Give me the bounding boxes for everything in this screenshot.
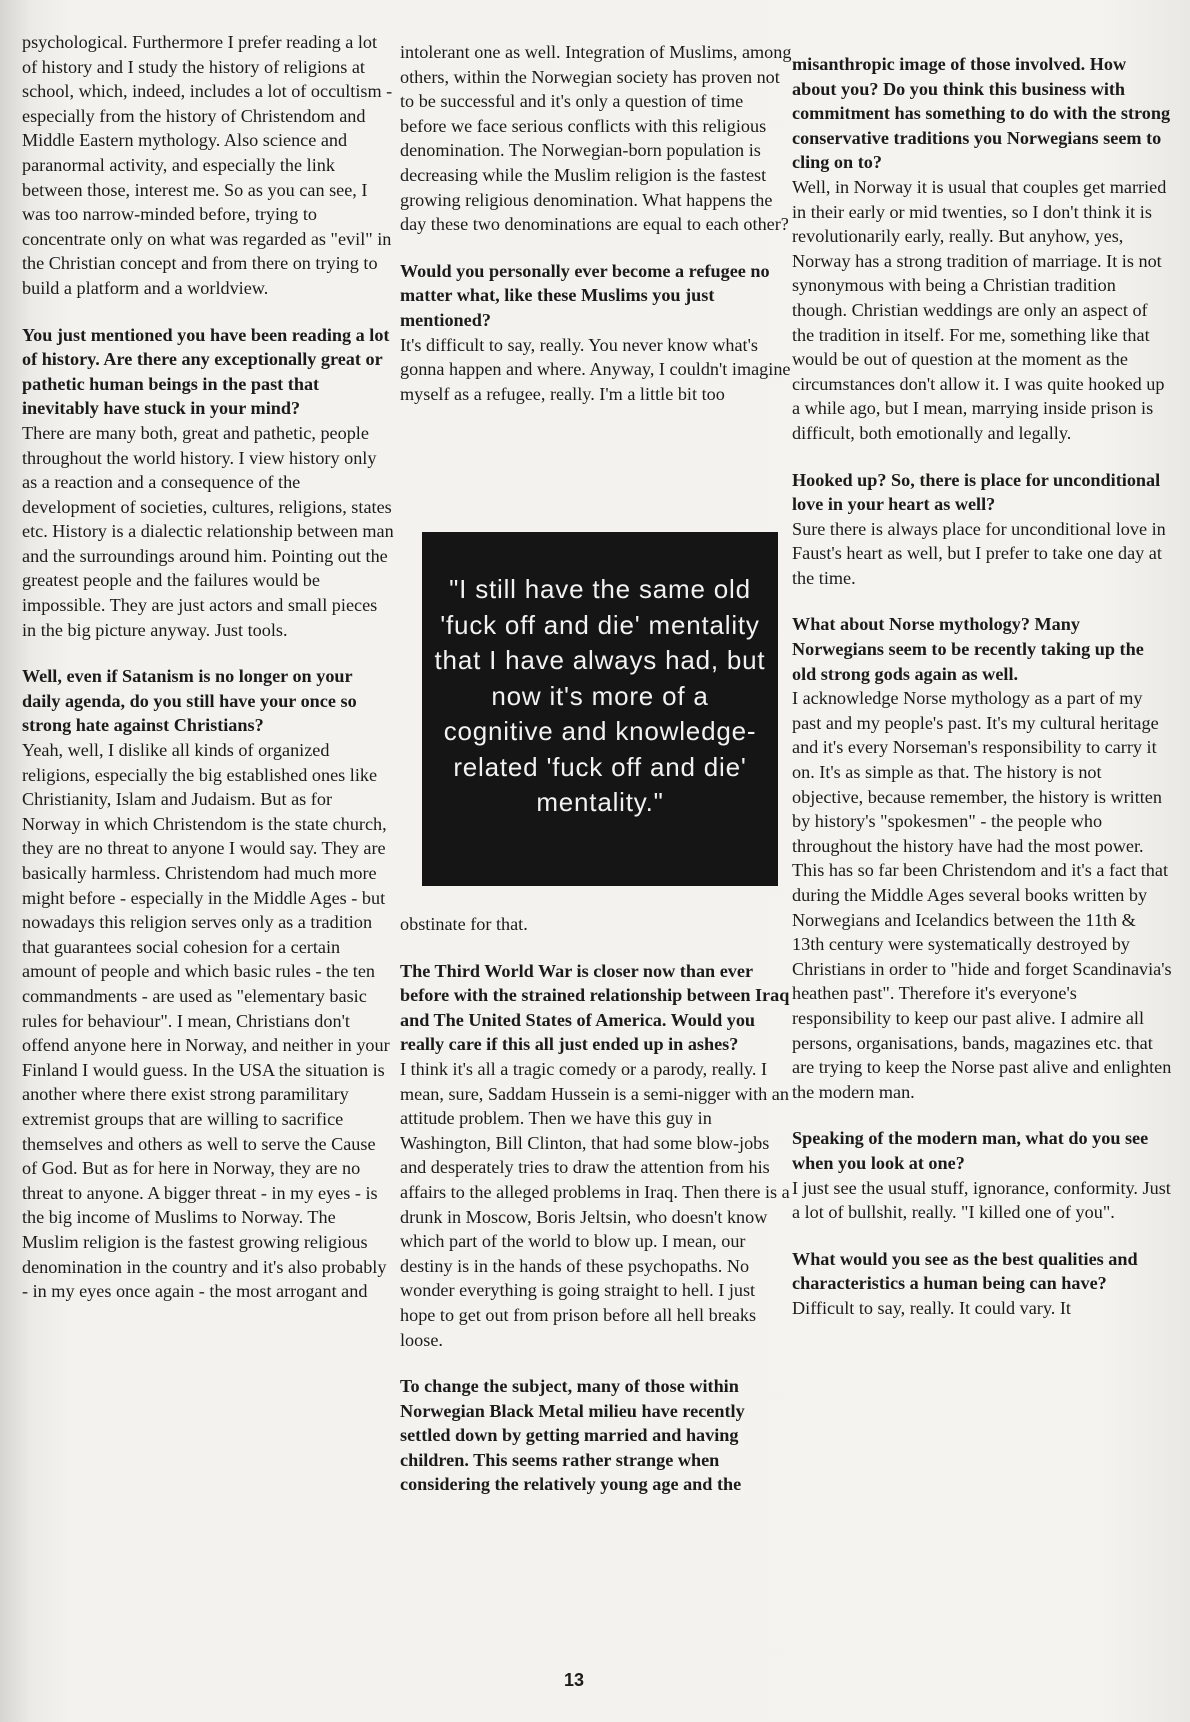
column-middle-bottom [400, 912, 792, 1519]
answer: Difficult to say, really. It could vary. It [792, 1297, 1071, 1318]
qa-block [400, 959, 792, 1353]
question: What about Norse mythology? Many Norwegians seem to be recently taking up the old strong gods again as well. [792, 614, 1144, 684]
question: What would you see as the best qualities and characteristics a human being can have? [792, 1248, 1138, 1294]
answer: I acknowledge Norse mythology as a part of my past and my people's past. It's my cultural heritage and it's every Norseman's responsibility to carry it on. It's as simple as that. The history is not objective, because remember, the history is written by history's "spokesmen" - the people who throughout the history have had the most power. This has so far been Christendom and it's a fact that during the Middle Ages several books written by Norwegians and Icelandics between the 11th & 13th century were systematically destroyed by Christians in order to "hide and forget Scandinavia's heathen past". Therefore it's everyone's responsibility to keep our past alive. I admire all persons, organisations, bands, magazines etc. that are trying to keep the Norse past alive and enlighten the modern man. [792, 688, 1172, 1102]
column-right [792, 52, 1172, 1343]
qa-block [400, 1374, 792, 1497]
answer: Yeah, well, I dislike all kinds of organized religions, especially the big established ones like Christianity, Islam and Judaism. But as for Norway in which Christendom is the state church, they are no threat to anyone I would say. They are basically harmless. Christendom had much more might before - especially in the Middle Ages - but nowadays this religion serves only as a tradition that guarantees social cohesion for a certain amount of people and which basic rules - the ten commandments - are used as "elementary basic rules for behaviour". I mean, Christians don't offend anyone here in Norway, and neither in your Finland I would guess. In the USA the situation is another where there exist strong paramilitary extremist groups that are willing to sacrifice themselves and others as well to serve the Cause of God. But as for here in Norway, they are no threat to anyone. A bigger threat - in my eyes - is the big income of Muslims to Norway. The Muslim religion is the fastest growing religious denomination in the country and it's also probably - in my eyes once again - the most arrogant and [22, 740, 390, 1302]
qa-block [22, 323, 394, 643]
qa-block [792, 468, 1172, 591]
answer: It's difficult to say, really. You never know what's gonna happen and where. Anyway, I couldn't imagine myself as a refugee, really. I'm a little bit too [400, 334, 791, 404]
answer: There are many both, great and pathetic, people throughout the world history. I view history only as a reaction and a consequence of the development of societies, cultures, religions, states etc. History is a dialectic relationship between man and the surroundings around him. Pointing out the greatest people and the failures would be impossible. They are just actors and small pieces in the big picture anyway. Just tools. [22, 422, 394, 640]
qa-block [792, 52, 1172, 446]
question: misanthropic image of those involved. How about you? Do you think this business with commitment has something to do with the strong conservative traditions you Norwegians seem to cling on to? [792, 54, 1171, 173]
paragraph: psychological. Furthermore I prefer reading a lot of history and I study the history of religions at school, which, indeed, includes a lot of occultism - especially from the history of Christendom and Middle Eastern mythology. Also science and paranormal activity, and especially the link between those, interest me. So as you can see, I was too narrow-minded before, trying to concentrate only on what was regarded as "evil" in the Christian concept and from there on trying to build a platform and a worldview. [22, 32, 393, 298]
qa-block [792, 1247, 1172, 1321]
column-middle-top [400, 40, 792, 428]
answer: Well, in Norway it is usual that couples get married in their early or mid twenties, so I don't think it is revolutionarily early, really. But anyhow, yes, Norway has a strong tradition of marriage. It is not synonymous with being a Christian tradition though. Christian weddings are only an aspect of the tradition in itself. For me, something like that would be out of question at the moment as the circumstances don't allow it. I was quite hooked up a while ago, but I mean, marrying inside prison is difficult, both emotionally and legally. [792, 176, 1167, 443]
answer: I think it's all a tragic comedy or a parody, really. I mean, sure, Saddam Hussein is a semi-nigger with an attitude problem. Then we have this guy in Washington, Bill Clinton, that had some blow-jobs and desperately tries to draw the attention from his affairs to the alleged problems in Iraq. Then there is a drunk in Moscow, Boris Jeltsin, who doesn't know which part of the world to blow up. I mean, our destiny is in the hands of these psychopaths. No wonder everything is going straight to hell. I just hope to get out from prison before all hell breaks loose. [400, 1058, 790, 1350]
question: Would you personally ever become a refugee no matter what, like these Muslims you just mentioned? [400, 260, 770, 330]
qa-block [22, 664, 394, 1303]
pull-quote: "I still have the same old 'fuck off and die' mentality that I have always had, but now it's more of a cognitive and knowledge-related 'fuck off and die' mentality." [422, 532, 778, 886]
page-number: 13 [563, 1670, 585, 1690]
qa-block [400, 259, 792, 407]
question: To change the subject, many of those within Norwegian Black Metal milieu have recently settled down by getting married and having children. This seems rather strange when considering the relatively young age and the [400, 1376, 745, 1495]
question: You just mentioned you have been reading a lot of history. Are there any exceptionally great or pathetic human beings in the past that inevitably have stuck in your mind? [22, 324, 390, 419]
qa-block [792, 612, 1172, 1104]
paragraph: obstinate for that. [400, 914, 528, 934]
column-left [22, 30, 394, 1326]
answer: Sure there is always place for unconditional love in Faust's heart as well, but I prefer to take one day at the time. [792, 518, 1166, 588]
question: Well, even if Satanism is no longer on your daily agenda, do you still have your once so strong hate against Christians? [22, 666, 357, 736]
question: Hooked up? So, there is place for unconditional love in your heart as well? [792, 469, 1161, 515]
answer: I just see the usual stuff, ignorance, conformity. Just a lot of bullshit, really. "I killed one of you". [792, 1177, 1171, 1223]
question: Speaking of the modern man, what do you see when you look at one? [792, 1128, 1149, 1173]
qa-block [792, 1126, 1172, 1224]
question: The Third World War is closer now than ever before with the strained relationship between Iraq and The United States of America. Would you really care if this all just ended up in ashes? [400, 960, 790, 1055]
paragraph: intolerant one as well. Integration of Muslims, among others, within the Norwegian society has proven not to be successful and it's only a question of time before we face serious conflicts with this religious denomination. The Norwegian-born population is decreasing while the Muslim religion is the fastest growing religious denomination. What happens the day these two denominations are equal to each other? [400, 42, 792, 235]
